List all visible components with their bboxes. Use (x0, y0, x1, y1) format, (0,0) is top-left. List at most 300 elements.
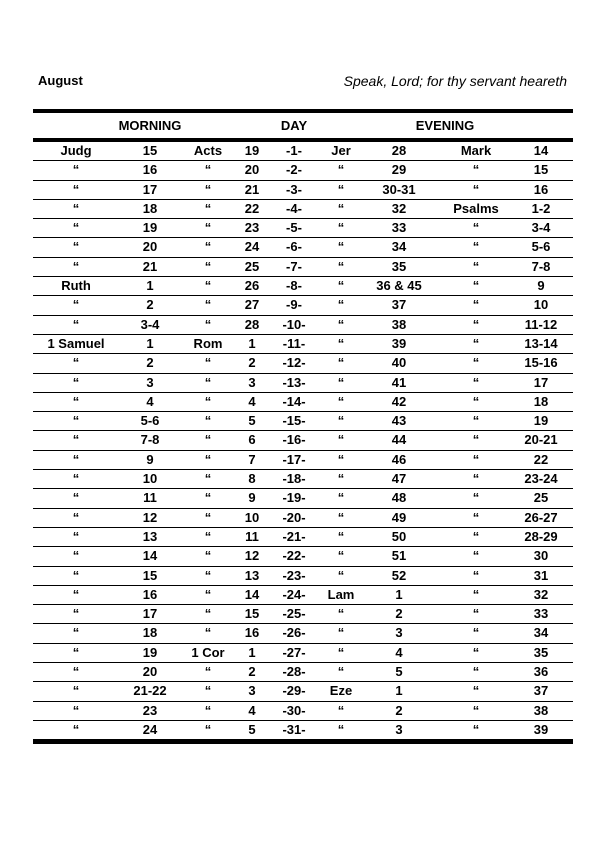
evening-chapter-2-cell: 39 (533, 721, 549, 737)
morning-book-cell: “ (72, 471, 80, 487)
evening-book-2-cell: “ (472, 374, 480, 390)
nt-chapter-cell: 10 (244, 509, 260, 525)
morning-book-cell: “ (72, 239, 80, 255)
morning-chapter-cell: 21-22 (133, 683, 167, 699)
table-row (33, 682, 573, 701)
nt-book-cell: “ (204, 548, 212, 564)
nt-book-cell: “ (204, 258, 212, 274)
day-number-cell: -27- (282, 644, 306, 660)
evening-chapter-cell: 1 (395, 683, 403, 699)
evening-chapter-cell: 39 (391, 335, 407, 351)
morning-book-cell: “ (72, 220, 80, 236)
evening-chapter-2-cell: 28-29 (524, 528, 558, 544)
morning-book-cell: “ (72, 413, 80, 429)
morning-chapter-cell: 18 (142, 625, 158, 641)
morning-chapter-cell: 4 (146, 393, 154, 409)
evening-chapter-2-cell: 26-27 (524, 509, 558, 525)
nt-chapter-cell: 2 (248, 664, 256, 680)
table-row (33, 335, 573, 354)
morning-chapter-cell: 15 (142, 567, 158, 583)
evening-book-2-cell: “ (472, 355, 480, 371)
table-row (33, 161, 573, 180)
day-header: DAY (280, 118, 308, 133)
evening-chapter-cell: 1 (395, 586, 403, 602)
morning-chapter-cell: 3-4 (140, 316, 160, 332)
morning-book-cell: “ (72, 606, 80, 622)
evening-chapter-2-cell: 19 (533, 413, 549, 429)
morning-book-cell: “ (72, 528, 80, 544)
table-row (33, 142, 573, 161)
evening-book-2-cell: “ (472, 586, 480, 602)
morning-book-cell: “ (72, 181, 80, 197)
morning-chapter-cell: 10 (142, 471, 158, 487)
evening-chapter-cell: 51 (391, 548, 407, 564)
evening-chapter-2-cell: 5-6 (531, 239, 551, 255)
evening-chapter-cell: 2 (395, 606, 403, 622)
evening-chapter-2-cell: 25 (533, 490, 549, 506)
evening-chapter-cell: 36 & 45 (376, 278, 422, 294)
evening-book-2-cell: “ (472, 297, 480, 313)
evening-book-2-cell: “ (472, 509, 480, 525)
evening-chapter-2-cell: 15-16 (524, 355, 558, 371)
nt-book-cell: “ (204, 239, 212, 255)
evening-chapter-cell: 50 (391, 528, 407, 544)
day-number-cell: -22- (282, 548, 306, 564)
evening-book-cell: “ (337, 413, 345, 429)
morning-book-cell: “ (72, 490, 80, 506)
nt-book-cell: “ (204, 413, 212, 429)
morning-chapter-cell: 14 (142, 548, 158, 564)
nt-book-cell: “ (204, 220, 212, 236)
evening-book-cell: Eze (329, 683, 353, 699)
table-row (33, 489, 573, 508)
evening-chapter-2-cell: 1-2 (531, 200, 551, 216)
day-number-cell: -18- (282, 471, 306, 487)
morning-book-cell: “ (72, 200, 80, 216)
evening-book-2-cell: “ (472, 413, 480, 429)
nt-chapter-cell: 1 (248, 335, 256, 351)
table-row (33, 470, 573, 489)
morning-book-cell: “ (72, 162, 80, 178)
day-number-cell: -28- (282, 664, 306, 680)
day-number-cell: -19- (282, 490, 306, 506)
nt-chapter-cell: 28 (244, 316, 260, 332)
evening-chapter-cell: 47 (391, 471, 407, 487)
day-number-cell: -14- (282, 393, 306, 409)
nt-book-cell: “ (204, 432, 212, 448)
table-row (33, 393, 573, 412)
day-number-cell: -15- (282, 413, 306, 429)
table-row (33, 567, 573, 586)
evening-chapter-2-cell: 32 (533, 586, 549, 602)
evening-chapter-cell: 4 (395, 644, 403, 660)
morning-book-cell: “ (72, 664, 80, 680)
evening-book-2-cell: “ (472, 471, 480, 487)
day-number-cell: -1- (286, 143, 302, 158)
evening-chapter-2-cell: 33 (533, 606, 549, 622)
table-row (33, 663, 573, 682)
nt-book-cell: “ (204, 664, 212, 680)
nt-chapter-cell: 5 (248, 413, 256, 429)
evening-chapter-cell: 44 (391, 432, 407, 448)
morning-chapter-cell: 23 (142, 702, 158, 718)
day-number-cell: -5- (286, 220, 302, 236)
table-row (33, 431, 573, 450)
evening-book-cell: “ (337, 278, 345, 294)
morning-book-cell: Ruth (61, 278, 91, 294)
evening-book-cell: “ (337, 490, 345, 506)
nt-book-cell: “ (204, 181, 212, 197)
evening-book-2-cell: “ (472, 721, 480, 737)
nt-chapter-cell: 21 (244, 181, 260, 197)
morning-chapter-cell: 13 (142, 528, 158, 544)
evening-chapter-cell: 37 (391, 297, 407, 313)
morning-chapter-cell: 15 (142, 143, 158, 158)
morning-book-cell: 1 Samuel (47, 335, 105, 351)
table-row (33, 200, 573, 219)
table-row (33, 509, 573, 528)
evening-book-cell: “ (337, 664, 345, 680)
morning-chapter-cell: 2 (146, 355, 154, 371)
evening-chapter-2-cell: 13-14 (524, 335, 558, 351)
evening-book-cell: “ (337, 355, 345, 371)
day-number-cell: -17- (282, 451, 306, 467)
table-row (33, 181, 573, 200)
morning-chapter-cell: 20 (142, 664, 158, 680)
nt-chapter-cell: 20 (244, 162, 260, 178)
nt-book-cell: “ (204, 586, 212, 602)
morning-chapter-cell: 20 (142, 239, 158, 255)
evening-book-cell: “ (337, 702, 345, 718)
evening-chapter-cell: 42 (391, 393, 407, 409)
evening-chapter-2-cell: 31 (533, 567, 549, 583)
day-number-cell: -29- (282, 683, 306, 699)
morning-book-cell: “ (72, 644, 80, 660)
nt-book-cell: “ (204, 490, 212, 506)
morning-book-cell: “ (72, 548, 80, 564)
evening-book-cell: “ (337, 644, 345, 660)
nt-chapter-cell: 25 (244, 258, 260, 274)
evening-header: EVENING (415, 118, 475, 133)
nt-book-cell: Acts (193, 143, 223, 158)
evening-chapter-2-cell: 14 (533, 143, 549, 158)
day-number-cell: -13- (282, 374, 306, 390)
morning-header: MORNING (118, 118, 182, 133)
nt-book-cell: “ (204, 683, 212, 699)
evening-chapter-cell: 46 (391, 451, 407, 467)
morning-book-cell: “ (72, 451, 80, 467)
morning-chapter-cell: 17 (142, 181, 158, 197)
nt-book-cell: “ (204, 297, 212, 313)
evening-book-2-cell: “ (472, 548, 480, 564)
table-row (33, 412, 573, 431)
evening-chapter-2-cell: 11-12 (524, 316, 558, 332)
evening-chapter-cell: 32 (391, 200, 407, 216)
evening-book-cell: “ (337, 220, 345, 236)
evening-book-cell: “ (337, 162, 345, 178)
table-row (33, 258, 573, 277)
bottom-rule (33, 740, 573, 744)
nt-book-cell: “ (204, 316, 212, 332)
evening-book-cell: “ (337, 200, 345, 216)
nt-book-cell: “ (204, 528, 212, 544)
evening-chapter-2-cell: 23-24 (524, 471, 558, 487)
evening-book-2-cell: “ (472, 220, 480, 236)
nt-chapter-cell: 16 (244, 625, 260, 641)
morning-chapter-cell: 12 (142, 509, 158, 525)
evening-chapter-cell: 35 (391, 258, 407, 274)
evening-book-cell: “ (337, 181, 345, 197)
morning-book-cell: “ (72, 258, 80, 274)
evening-book-2-cell: Mark (460, 143, 492, 158)
evening-chapter-2-cell: 10 (533, 297, 549, 313)
evening-chapter-cell: 28 (391, 143, 407, 158)
nt-chapter-cell: 6 (248, 432, 256, 448)
evening-book-2-cell: “ (472, 239, 480, 255)
nt-chapter-cell: 2 (248, 355, 256, 371)
morning-chapter-cell: 16 (142, 162, 158, 178)
nt-book-cell: “ (204, 393, 212, 409)
nt-book-cell: “ (204, 625, 212, 641)
evening-book-cell: “ (337, 471, 345, 487)
evening-chapter-cell: 3 (395, 721, 403, 737)
evening-chapter-cell: 29 (391, 162, 407, 178)
evening-book-2-cell: “ (472, 451, 480, 467)
morning-chapter-cell: 1 (146, 278, 154, 294)
morning-book-cell: “ (72, 702, 80, 718)
evening-book-2-cell: “ (472, 181, 480, 197)
day-number-cell: -6- (286, 239, 302, 255)
nt-chapter-cell: 3 (248, 683, 256, 699)
table-row (33, 547, 573, 566)
nt-chapter-cell: 9 (248, 490, 256, 506)
evening-chapter-2-cell: 15 (533, 162, 549, 178)
evening-book-cell: Jer (331, 143, 351, 158)
day-number-cell: -3- (286, 181, 302, 197)
evening-book-2-cell: “ (472, 490, 480, 506)
morning-chapter-cell: 3 (146, 374, 154, 390)
evening-book-2-cell: “ (472, 335, 480, 351)
morning-chapter-cell: 7-8 (140, 432, 160, 448)
day-number-cell: -24- (282, 586, 306, 602)
evening-book-2-cell: “ (472, 664, 480, 680)
nt-chapter-cell: 22 (244, 200, 260, 216)
morning-chapter-cell: 5-6 (140, 413, 160, 429)
evening-chapter-cell: 5 (395, 664, 403, 680)
reading-plan-table (33, 109, 573, 744)
evening-chapter-cell: 33 (391, 220, 407, 236)
evening-book-cell: “ (337, 239, 345, 255)
nt-chapter-cell: 11 (245, 528, 259, 544)
nt-chapter-cell: 23 (244, 220, 260, 236)
evening-chapter-2-cell: 9 (537, 278, 545, 294)
day-number-cell: -4- (286, 200, 302, 216)
motto-text: Speak, Lord; for thy servant heareth (343, 73, 567, 89)
nt-book-cell: 1 Cor (191, 644, 225, 660)
table-row (33, 238, 573, 257)
evening-chapter-cell: 30-31 (382, 181, 416, 197)
table-row (33, 605, 573, 624)
evening-book-cell: “ (337, 335, 345, 351)
morning-book-cell: “ (72, 393, 80, 409)
morning-chapter-cell: 21 (142, 258, 158, 274)
evening-chapter-cell: 48 (391, 490, 407, 506)
morning-book-cell: “ (72, 432, 80, 448)
morning-chapter-cell: 16 (142, 586, 158, 602)
nt-chapter-cell: 3 (248, 374, 256, 390)
evening-book-2-cell: Psalms (453, 200, 499, 216)
table-row (33, 644, 573, 663)
evening-chapter-2-cell: 38 (533, 702, 549, 718)
evening-book-cell: “ (337, 258, 345, 274)
day-number-cell: -20- (282, 509, 306, 525)
nt-chapter-cell: 1 (248, 644, 256, 660)
morning-book-cell: “ (72, 586, 80, 602)
morning-book-cell: “ (72, 567, 80, 583)
evening-chapter-2-cell: 37 (533, 683, 549, 699)
month-title: August (38, 73, 83, 88)
evening-chapter-cell: 41 (391, 374, 407, 390)
evening-book-2-cell: “ (472, 702, 480, 718)
day-number-cell: -10- (282, 316, 306, 332)
evening-book-cell: “ (337, 297, 345, 313)
morning-chapter-cell: 17 (142, 606, 158, 622)
column-header-row (33, 113, 573, 138)
nt-book-cell: “ (204, 567, 212, 583)
nt-chapter-cell: 7 (248, 451, 256, 467)
morning-chapter-cell: 1 (146, 335, 154, 351)
table-row (33, 586, 573, 605)
nt-book-cell: “ (204, 702, 212, 718)
morning-chapter-cell: 11 (143, 490, 157, 506)
evening-book-cell: “ (337, 432, 345, 448)
evening-chapter-cell: 52 (391, 567, 407, 583)
evening-chapter-2-cell: 22 (533, 451, 549, 467)
morning-chapter-cell: 24 (142, 721, 158, 737)
table-row (33, 702, 573, 721)
evening-book-2-cell: “ (472, 528, 480, 544)
morning-book-cell: “ (72, 625, 80, 641)
day-number-cell: -8- (286, 278, 302, 294)
nt-chapter-cell: 27 (244, 297, 260, 313)
evening-book-2-cell: “ (472, 606, 480, 622)
evening-chapter-cell: 43 (391, 413, 407, 429)
nt-book-cell: “ (204, 606, 212, 622)
evening-chapter-2-cell: 20-21 (524, 432, 558, 448)
day-number-cell: -7- (286, 258, 302, 274)
day-number-cell: -30- (282, 702, 306, 718)
table-body (33, 142, 573, 740)
table-row (33, 296, 573, 315)
evening-book-2-cell: “ (472, 258, 480, 274)
morning-book-cell: “ (72, 683, 80, 699)
morning-book-cell: “ (72, 355, 80, 371)
evening-book-2-cell: “ (472, 278, 480, 294)
evening-book-2-cell: “ (472, 162, 480, 178)
nt-chapter-cell: 5 (248, 721, 256, 737)
morning-chapter-cell: 2 (146, 297, 154, 313)
evening-book-cell: “ (337, 509, 345, 525)
nt-chapter-cell: 19 (244, 143, 260, 158)
evening-chapter-2-cell: 17 (533, 374, 549, 390)
nt-book-cell: “ (204, 721, 212, 737)
day-number-cell: -21- (282, 528, 306, 544)
nt-book-cell: “ (204, 451, 212, 467)
evening-chapter-2-cell: 30 (533, 548, 549, 564)
table-row (33, 451, 573, 470)
evening-chapter-2-cell: 36 (533, 664, 549, 680)
evening-chapter-2-cell: 3-4 (531, 220, 551, 236)
morning-book-cell: “ (72, 316, 80, 332)
evening-book-cell: “ (337, 721, 345, 737)
nt-book-cell: “ (204, 200, 212, 216)
table-row (33, 277, 573, 296)
nt-book-cell: “ (204, 355, 212, 371)
table-row (33, 721, 573, 740)
day-number-cell: -31- (282, 721, 306, 737)
evening-chapter-cell: 3 (395, 625, 403, 641)
day-number-cell: -12- (282, 355, 306, 371)
evening-chapter-2-cell: 35 (533, 644, 549, 660)
morning-book-cell: “ (72, 721, 80, 737)
morning-book-cell: “ (72, 374, 80, 390)
evening-book-cell: “ (337, 567, 345, 583)
morning-book-cell: “ (72, 509, 80, 525)
evening-chapter-cell: 40 (391, 355, 407, 371)
evening-chapter-2-cell: 18 (533, 393, 549, 409)
evening-book-cell: “ (337, 451, 345, 467)
evening-book-2-cell: “ (472, 683, 480, 699)
morning-book-cell: Judg (60, 143, 92, 158)
evening-book-2-cell: “ (472, 644, 480, 660)
evening-book-cell: “ (337, 393, 345, 409)
evening-book-cell: “ (337, 316, 345, 332)
evening-book-cell: “ (337, 374, 345, 390)
nt-book-cell: Rom (193, 335, 223, 351)
evening-chapter-2-cell: 7-8 (531, 258, 551, 274)
evening-book-2-cell: “ (472, 316, 480, 332)
nt-chapter-cell: 12 (244, 548, 260, 564)
table-row (33, 354, 573, 373)
morning-book-cell: “ (72, 297, 80, 313)
nt-book-cell: “ (204, 162, 212, 178)
day-number-cell: -25- (282, 606, 306, 622)
day-number-cell: -26- (282, 625, 306, 641)
evening-book-2-cell: “ (472, 625, 480, 641)
nt-book-cell: “ (204, 509, 212, 525)
evening-book-cell: “ (337, 606, 345, 622)
nt-chapter-cell: 13 (244, 567, 260, 583)
nt-chapter-cell: 14 (244, 586, 260, 602)
nt-chapter-cell: 26 (244, 278, 260, 294)
evening-book-2-cell: “ (472, 432, 480, 448)
evening-chapter-cell: 49 (391, 509, 407, 525)
nt-book-cell: “ (204, 278, 212, 294)
evening-book-cell: Lam (327, 586, 355, 602)
evening-book-cell: “ (337, 528, 345, 544)
evening-book-2-cell: “ (472, 393, 480, 409)
nt-book-cell: “ (204, 471, 212, 487)
evening-chapter-2-cell: 34 (533, 625, 549, 641)
nt-chapter-cell: 8 (248, 471, 256, 487)
evening-book-2-cell: “ (472, 567, 480, 583)
evening-chapter-cell: 34 (391, 239, 407, 255)
nt-chapter-cell: 4 (248, 393, 256, 409)
nt-book-cell: “ (204, 374, 212, 390)
table-row (33, 219, 573, 238)
day-number-cell: -9- (286, 297, 302, 313)
evening-chapter-cell: 38 (391, 316, 407, 332)
